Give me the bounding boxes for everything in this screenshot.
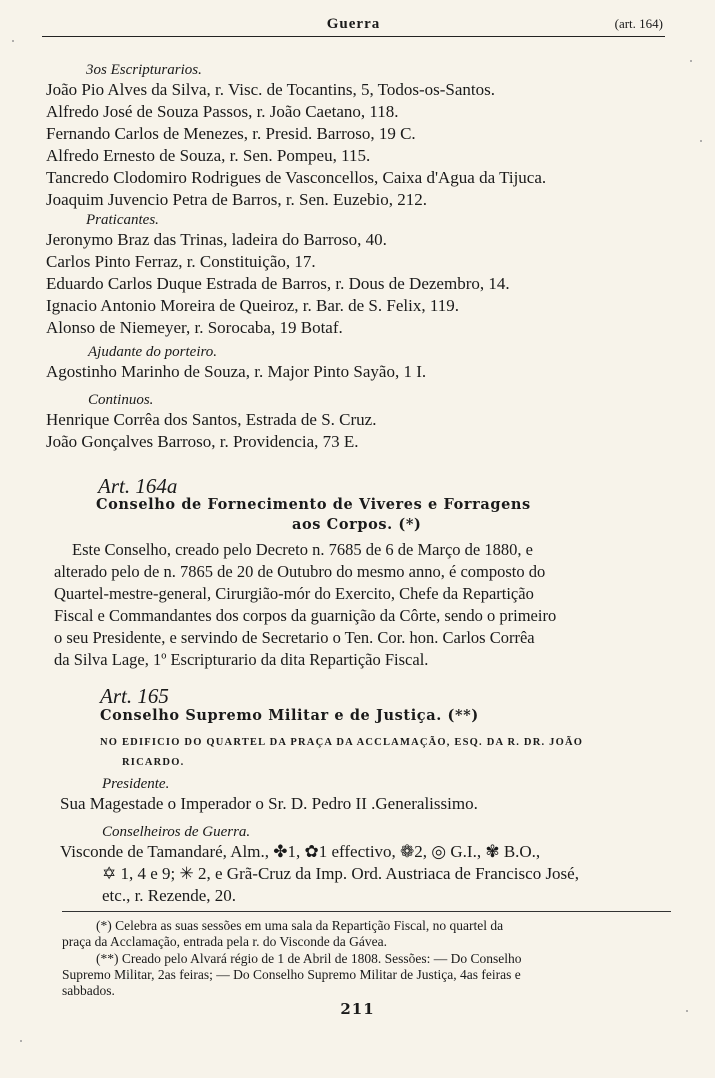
article-164a-paragraph-line: da Silva Lage, 1º Escripturario da dita Repartição Fiscal. [54,650,429,669]
list-item: Joaquim Juvencio Petra de Barros, r. Sen. Euzebio, 212. [46,190,428,209]
print-speck [20,1040,22,1042]
print-speck [12,40,14,42]
footnote-line: (**) Creado pelo Alvará régio de 1 de Abril de 1808. Sessões: — Do Conselho [96,951,522,966]
footnote-line: praça da Acclamação, entrada pela r. do Visconde da Gávea. [62,934,388,949]
conselheiros-title: Conselheiros de Guerra. [102,824,251,840]
list-item: Agostinho Marinho de Souza, r. Major Pinto Sayão, 1 I. [46,362,427,381]
running-header [42,14,665,37]
footnote-line: sabbados. [62,983,115,998]
article-165-label: Art. 165 [100,684,169,708]
print-speck [686,1010,688,1012]
article-164a-paragraph-line: Quartel-mestre-general, Cirurgião-mór do Exercito, Chefe da Repartição [54,584,534,603]
header-title: Guerra [326,16,381,32]
footnote-line: Supremo Militar, 2as feiras; — Do Conselho Supremo Militar de Justiça, 4as feiras e [62,967,521,982]
list-item: Alfredo Ernesto de Souza, r. Sen. Pompeu, 115. [46,146,371,165]
article-164a-paragraph-line: Este Conselho, creado pelo Decreto n. 7685 de 6 de Março de 1880, e [72,540,533,559]
article-164a-paragraph-line: alterado pelo de n. 7865 de 20 de Outubro do mesmo anno, é composto do [54,562,546,581]
conselheiros-line: etc., r. Rezende, 20. [102,886,237,905]
print-speck [700,140,702,142]
list-item: Jeronymo Braz das Trinas, ladeira do Barroso, 40. [46,230,387,249]
article-164a-paragraph-line: Fiscal e Commandantes dos corpos da guarnição da Côrte, sendo o primeiro [54,606,557,625]
page-number: 211 [340,1000,375,1018]
list-item: João Pio Alves da Silva, r. Visc. de Tocantins, 5, Todos-os-Santos. [46,80,495,99]
conselheiros-line: ✡ 1, 4 e 9; ✳ 2, e Grã-Cruz da Imp. Ord. Austriaca de Francisco José, [102,864,579,883]
footnote-divider [62,911,671,912]
list-item: Eduardo Carlos Duque Estrada de Barros, r. Dous de Dezembro, 14. [46,274,510,293]
article-165-address-cont: RICARDO. [122,757,185,768]
list-item: João Gonçalves Barroso, r. Providencia, 73 E. [46,432,359,451]
ajudante-title: Ajudante do porteiro. [88,344,218,360]
article-164a-paragraph-line: o seu Presidente, e servindo de Secretario o Ten. Cor. hon. Carlos Corrêa [54,628,535,647]
footnote-line: (*) Celebra as suas sessões em uma sala da Repartição Fiscal, no quartel da [96,918,504,933]
article-165-heading: Conselho Supremo Militar e de Justiça. (**) [100,707,479,724]
conselheiros-line: Visconde de Tamandaré, Alm., ✤1, ✿1 effectivo, ❁2, ◎ G.I., ✾ B.O., [60,842,541,861]
list-item: Tancredo Clodomiro Rodrigues de Vasconcellos, Caixa d'Agua da Tijuca. [46,168,547,187]
list-item: Ignacio Antonio Moreira de Queiroz, r. Bar. de S. Felix, 119. [46,296,459,315]
list-item: Henrique Corrêa dos Santos, Estrada de S. Cruz. [46,410,377,429]
list-item: Alfredo José de Souza Passos, r. João Caetano, 118. [46,102,399,121]
list-item: Carlos Pinto Ferraz, r. Constituição, 17. [46,252,316,271]
escripturarios-title: 3os Escripturarios. [86,62,202,78]
article-165-address: NO EDIFICIO DO QUARTEL DA PRAÇA DA ACCLAMAÇÃO, ESQ. DA R. DR. JOÃO [100,737,584,748]
header-article-ref: (art. 164) [614,16,663,31]
article-164a-heading: Conselho de Fornecimento de Viveres e Forragens [96,496,531,513]
praticantes-title: Praticantes. [86,212,159,228]
print-speck [690,60,692,62]
presidente-title: Presidente. [102,776,170,792]
list-item: Fernando Carlos de Menezes, r. Presid. Barroso, 19 C. [46,124,416,143]
continuos-title: Continuos. [88,392,154,408]
article-164a-label: Art. 164a [98,474,178,498]
list-item: Alonso de Niemeyer, r. Sorocaba, 19 Botaf. [46,318,343,337]
article-164a-heading-cont: aos Corpos. (*) [292,516,422,533]
presidente-entry: Sua Magestade o Imperador o Sr. D. Pedro II .Generalissimo. [60,794,478,813]
